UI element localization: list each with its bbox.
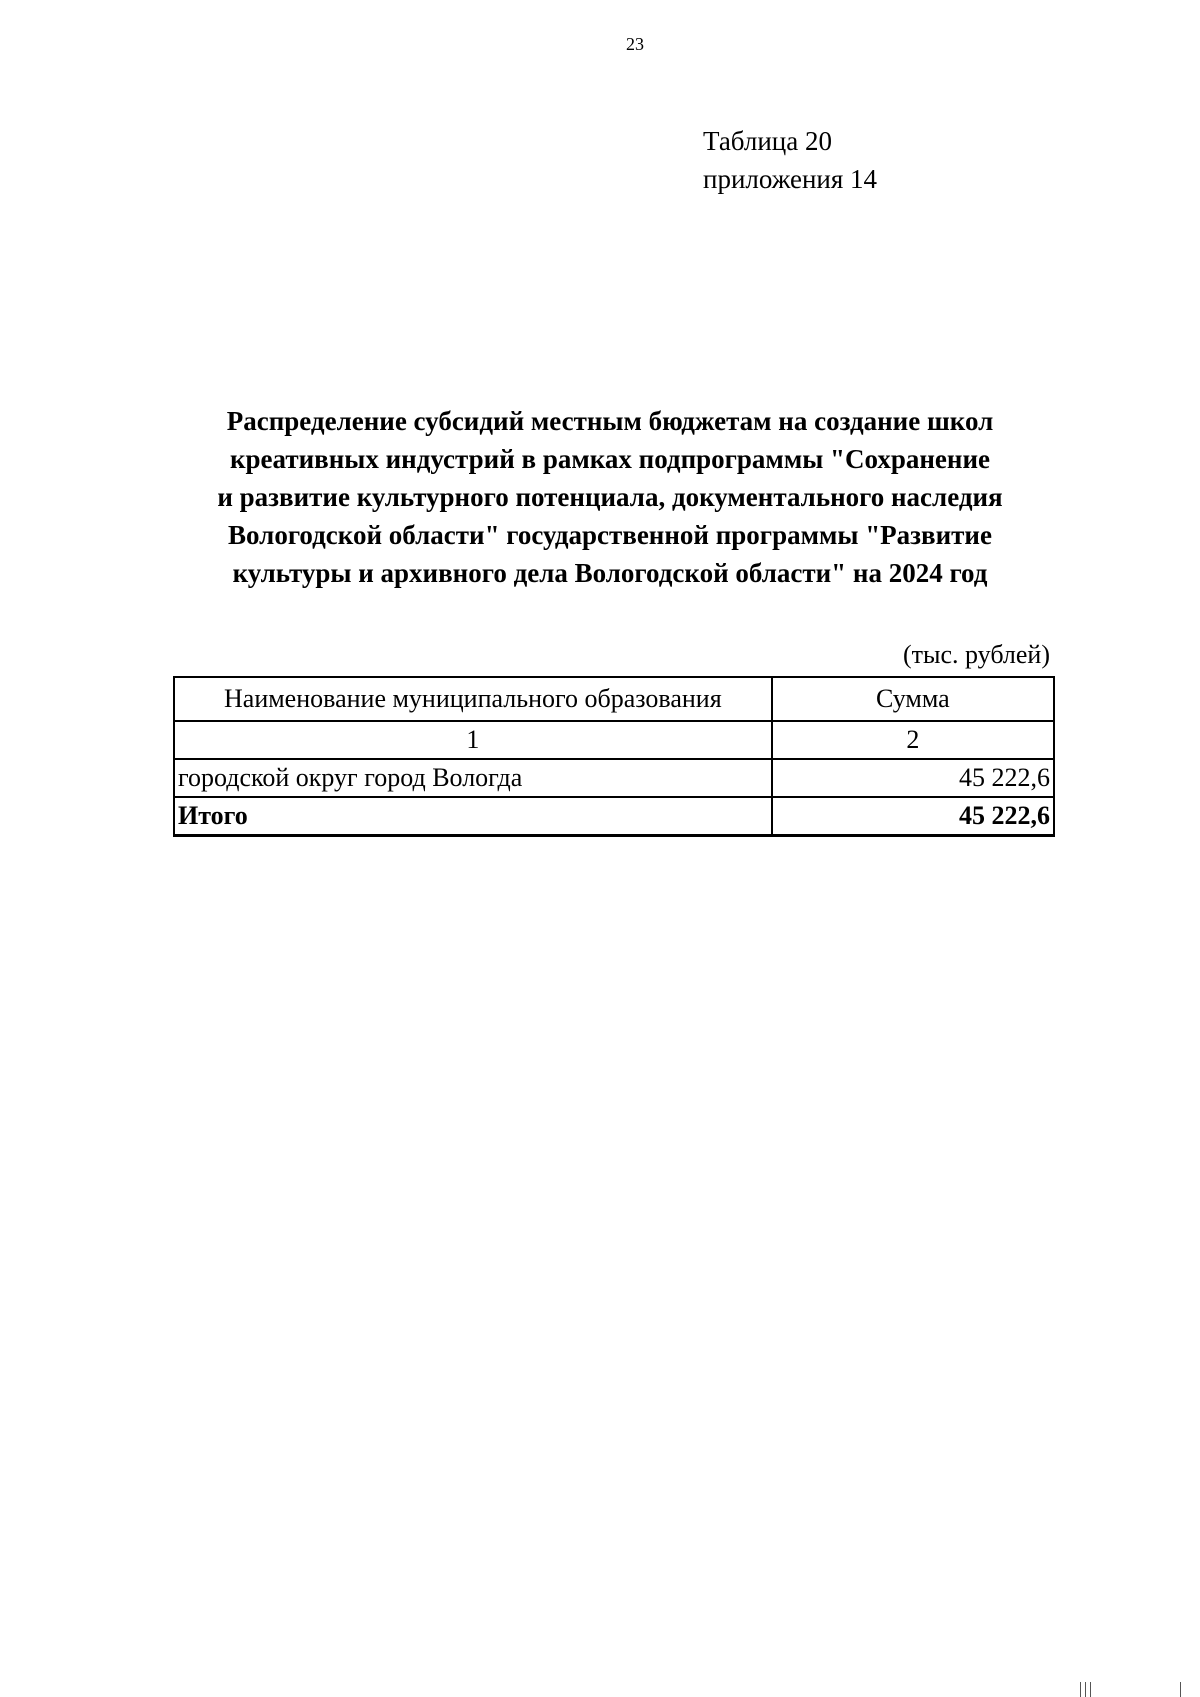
header-municipality: Наименование муниципального образования: [174, 677, 772, 721]
title-line-2: креативных индустрий в рамках подпрограммы "Сохранение: [229, 444, 991, 474]
title-line-4: Вологодской области" государственной программы "Развитие: [228, 520, 992, 550]
title-line-5: культуры и архивного дела Вологодской области" на 2024 год: [232, 558, 988, 588]
units-label: (тыс. рублей): [902, 640, 1050, 669]
total-amount-cell: 45 222,6: [772, 797, 1054, 836]
title-line-1: Распределение субсидий местным бюджетам на создание школ: [226, 406, 994, 436]
municipality-name-cell: городской округ город Вологда: [174, 759, 772, 797]
table-reference-line-2: приложения 14: [703, 164, 878, 194]
subsidy-table: [173, 676, 1055, 837]
header-amount: Сумма: [772, 677, 1054, 721]
column-number-2: 2: [772, 721, 1054, 759]
total-row: [174, 797, 1054, 836]
amount-cell: 45 222,6: [772, 759, 1054, 797]
table-reference-line-1: Таблица 20: [703, 126, 832, 156]
column-number-row: [174, 721, 1054, 759]
title-line-3: и развитие культурного потенциала, документального наследия: [217, 482, 1003, 512]
page-number: 23: [626, 34, 644, 54]
table-row: [174, 759, 1054, 797]
table-reference: [703, 122, 877, 198]
total-label-cell: Итого: [174, 797, 772, 836]
column-number-1: 1: [174, 721, 772, 759]
table-header-row: [174, 677, 1054, 721]
scan-artifact-marks: [1080, 1682, 1190, 1697]
document-title: [150, 402, 1070, 592]
